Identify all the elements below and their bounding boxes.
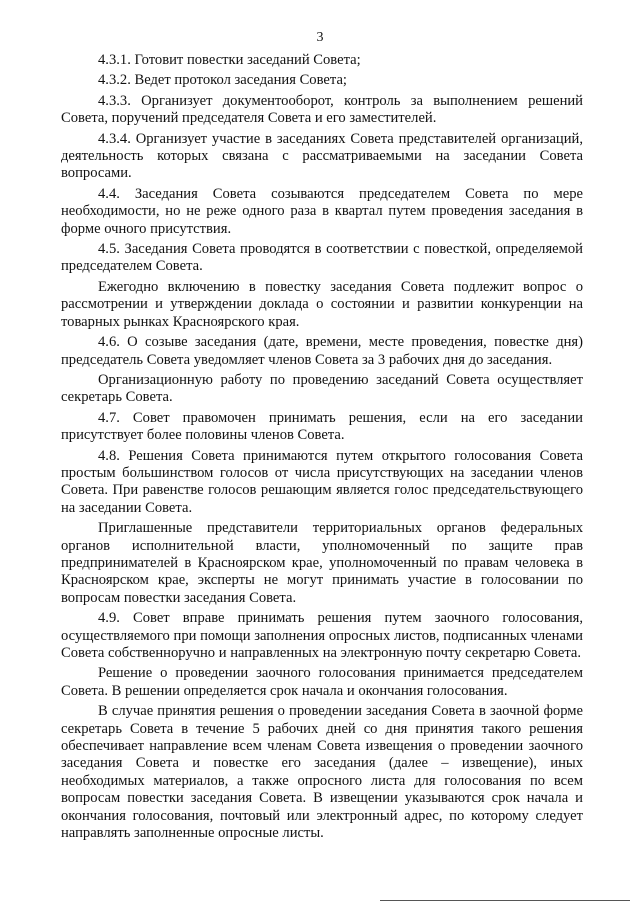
page-number: 3	[316, 30, 324, 45]
paragraph-4-4: 4.4. Заседания Совета созываются председателем Совета по мере необходимости, но не реже одного раза в квартал путем проведения заседания в форме очного присутствия.	[61, 185, 583, 237]
paragraph-4-6: 4.6. О созыве заседания (дате, времени, месте проведения, повестке дня) председатель Совета уведомляет членов Совета за 3 рабочих дня до заседания.	[61, 334, 583, 368]
paragraph-4-3-2: 4.3.2. Ведет протокол заседания Совета;	[98, 72, 347, 89]
paragraph-4-3-3: 4.3.3. Организует документооборот, контроль за выполнением решений Совета, поручений председателя Совета и его заместителей.	[61, 92, 583, 127]
paragraph-4-5: 4.5. Заседания Совета проводятся в соответствии с повесткой, определяемой председателем Совета.	[61, 241, 583, 275]
paragraph-4-7: 4.7. Совет правомочен принимать решения, если на его заседании присутствует более половины членов Совета.	[61, 409, 583, 444]
paragraph-4-8: 4.8. Решения Совета принимаются путем открытого голосования Совета простым большинством голосов от числа присутствующих на заседании членов Совета. При равенстве голосов решающим является голос председательствующего на заседании Совета.	[61, 447, 583, 516]
paragraph-4-9: 4.9. Совет вправе принимать решения путем заочного голосования, осуществляемого при помощи заполнения опросных листов, подписанных членами Совета собственноручно и направленных на электронную почту секретарю Совета.	[61, 610, 583, 661]
paragraph-secretary-work: Организационную работу по проведению заседаний Совета осуществляет секретарь Совета.	[61, 371, 583, 406]
paragraph-absentee-decision: Решение о проведении заочного голосования принимается председателем Совета. В решении определяется срок начала и окончания голосования.	[61, 665, 583, 699]
paragraph-absentee-procedure: В случае принятия решения о проведении заседания Совета в заочной форме секретарь Совета в течение 5 рабочих дней со дня принятия такого решения обеспечивает направление всем членам Совета извещения о проведении заочного заседания Совета и повестке его заседания (далее – извещение), иных необходимых материалов, а также опросного листа для голосования по всем вопросам повестки заседания Совета. В извещении указываются срок начала и окончания голосования, почтовый или электронный адрес, по которому следует направлять заполненные опросные листы.	[61, 703, 583, 842]
bottom-divider	[380, 900, 630, 901]
document-body	[61, 52, 583, 845]
paragraph-annual-report: Ежегодно включению в повестку заседания Совета подлежит вопрос о рассмотрении и утверждении доклада о состоянии и развитии конкуренции на товарных рынках Красноярского края.	[61, 278, 583, 330]
paragraph-invited-representatives: Приглашенные представители территориальных органов федеральных органов исполнительной власти, уполномоченный по защите прав предпринимателей в Красноярском крае, уполномоченный по правам человека в Красноярском крае, эксперты не могут принимать участие в голосовании по вопросам повестки заседания Совета.	[61, 520, 583, 606]
paragraph-4-3-1: 4.3.1. Готовит повестки заседаний Совета;	[98, 52, 361, 68]
paragraph-4-3-4: 4.3.4. Организует участие в заседаниях Совета представителей организаций, деятельность которых связана с рассматриваемыми на заседании Совета вопросами.	[61, 130, 583, 182]
